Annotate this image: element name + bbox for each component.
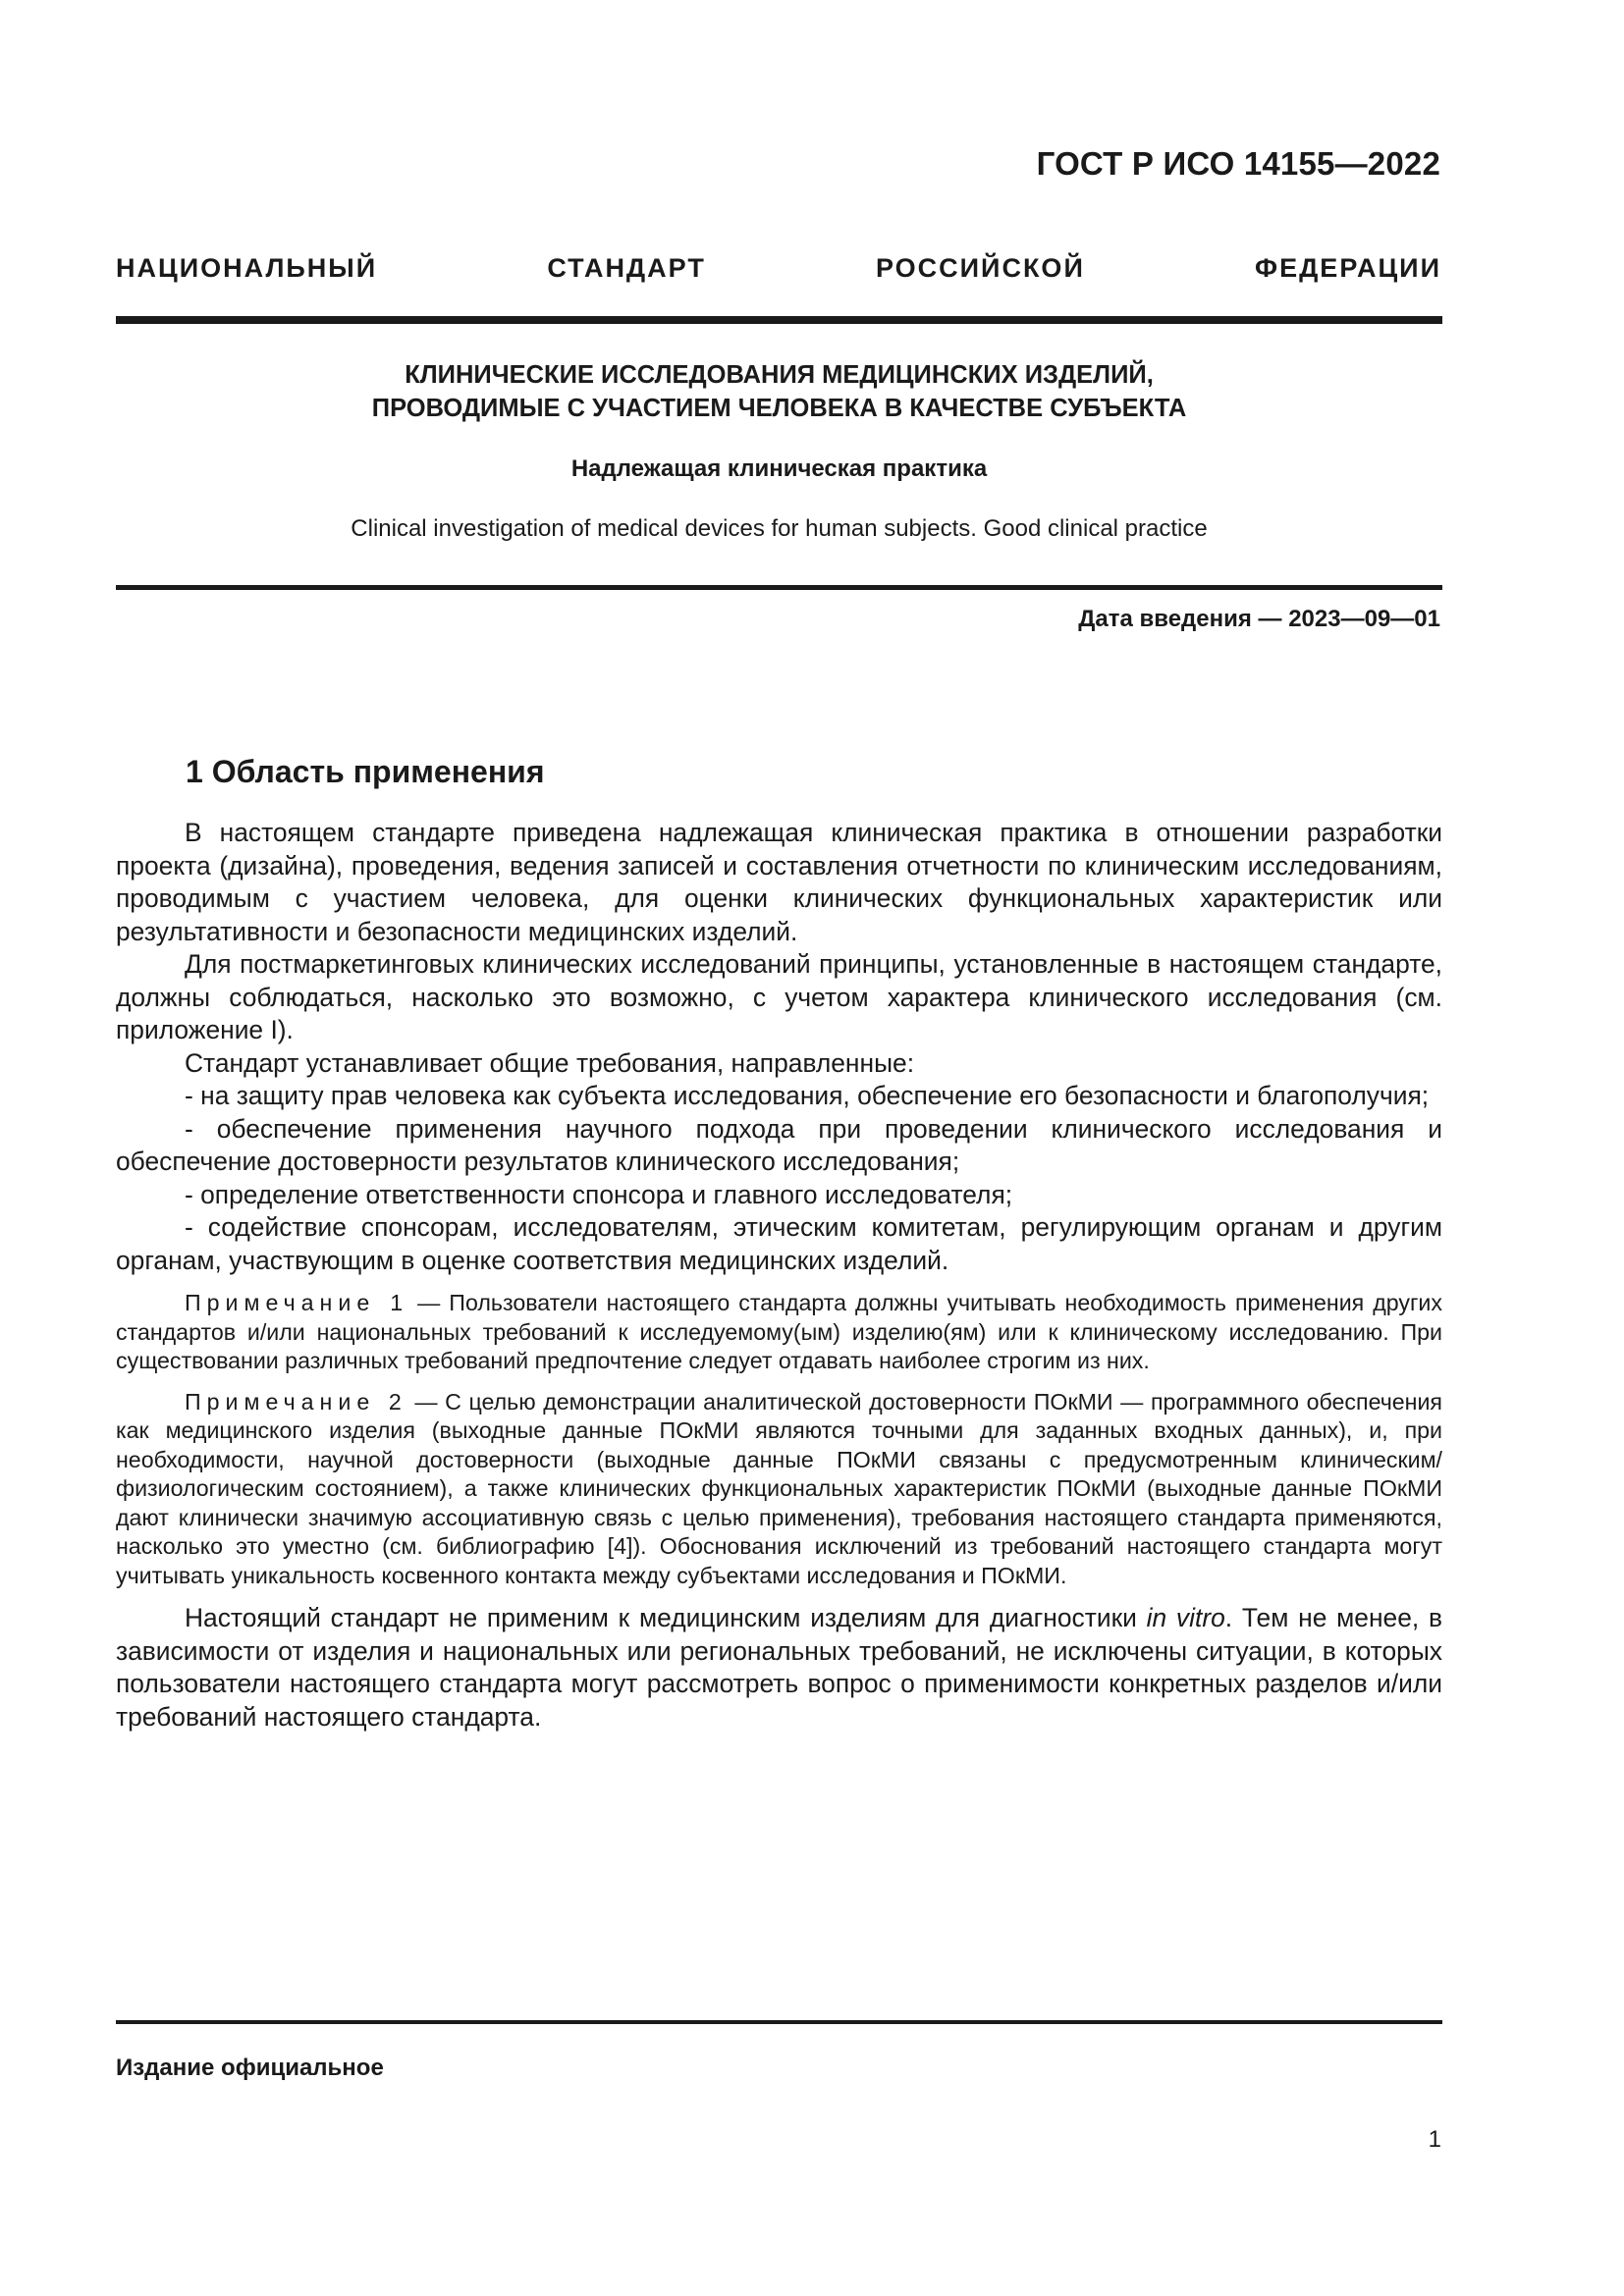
document-code: ГОСТ Р ИСО 14155—2022 [1036,145,1440,182]
top-divider [116,316,1442,324]
page-number: 1 [1428,2126,1441,2153]
paragraph-4-start: Настоящий стандарт не применим к медицинским изделиям для диагностики [185,1603,1147,1632]
note-2 [116,1388,1442,1591]
introduction-date: Дата введения — 2023—09—01 [1078,606,1440,632]
document-subtitle: Надлежащая клиническая практика [570,455,988,482]
paragraph-3: Стандарт устанавливает общие требования, направленные: [185,1047,915,1078]
paragraph-1: В настоящем стандарте приведена надлежащая клиническая практика в отношении разработки проекта (дизайна), проведения, ведения записей и составления отчетности по клиническим исследованиям, проводимым с участием человека, для оценки клинических функциональных характеристик или результативности и безопасности медицинских изделий. [116,818,1442,946]
list-item: - определение ответственности спонсора и главного исследователя; [185,1179,1013,1209]
paragraph-4-end: . Тем не менее, в зависимости от изделия и национальных или региональных требований, не исключены ситуации, в которых пользователи настоящего стандарта могут рассмотреть вопрос о применимости конкретных разделов и/или требований настоящего стандарта. [116,1603,1442,1732]
title-line-2: ПРОВОДИМЫЕ С УЧАСТИЕМ ЧЕЛОВЕКА В КАЧЕСТВЕ СУБЪЕКТА [371,395,1187,422]
middle-divider [116,585,1442,590]
paragraph-4 [116,1602,1442,1734]
english-title: Clinical investigation of medical devices for human subjects. Good clinical practice [351,515,1208,542]
list-item: - обеспечение применения научного подхода при проведении клинического исследования и обеспечение достоверности результатов клинического исследования; [116,1113,1442,1176]
paragraph-2: Для постмаркетинговых клинических исследований принципы, установленные в настоящем стандарте, должны соблюдаться, насколько это возможно, с учетом характера клинического исследования (см. приложение I). [116,949,1442,1044]
footer-divider [116,2020,1442,2024]
note-2-text: — С целью демонстрации аналитической достоверности ПОкМИ — программного обеспечения как медицинского изделия (выходные данные ПОкМИ являются точными для заданных входных данных), и, при необходимости, научной достоверности (выходные данные ПОкМИ связаны с предусмотренным клиническим/физиологическим состоянием), а также клинических функциональных характеристик ПОкМИ (выходные данные ПОкМИ дают клинически значимую ассоциативную связь с целью применения), требования настоящего стандарта применяются, насколько это уместно (см. библиографию [4]). Обоснования исключений из требований настоящего стандарта могут учитывать уникальность косвенного контакта между субъектами исследования и ПОкМИ. [116,1388,1442,1588]
section-heading: 1 Область применения [186,754,545,789]
document-title [116,358,1442,425]
note-2-label: Примечание 2 [185,1388,407,1415]
list-item: - содействие спонсорам, исследователям, этическим комитетам, регулирующим органам и другим органам, участвующим в оценке соответствия медицинских изделий. [116,1212,1442,1275]
note-1-text: — Пользователи настоящего стандарта должны учитывать необходимость применения других стандартов и/или национальных требований к исследуемому(ым) изделию(ям) или к клиническому исследованию. При существовании различных требований предпочтение следует отдавать наиболее строгим из них. [116,1290,1442,1373]
paragraph-4-italic: in vitro [1146,1603,1225,1632]
list-item: - на защиту прав человека как субъекта исследования, обеспечение его безопасности и благополучия; [185,1081,1430,1110]
note-1-label: Примечание 1 [185,1290,409,1315]
title-line-1: КЛИНИЧЕСКИЕ ИССЛЕДОВАНИЯ МЕДИЦИНСКИХ ИЗДЕЛИЙ, [405,361,1154,389]
national-standard-banner: НАЦИОНАЛЬНЫЙ СТАНДАРТ РОССИЙСКОЙ ФЕДЕРАЦИИ [116,253,1441,283]
official-edition-label: Издание официальное [116,2055,384,2081]
note-1 [116,1289,1442,1376]
section-body [116,817,1442,1734]
